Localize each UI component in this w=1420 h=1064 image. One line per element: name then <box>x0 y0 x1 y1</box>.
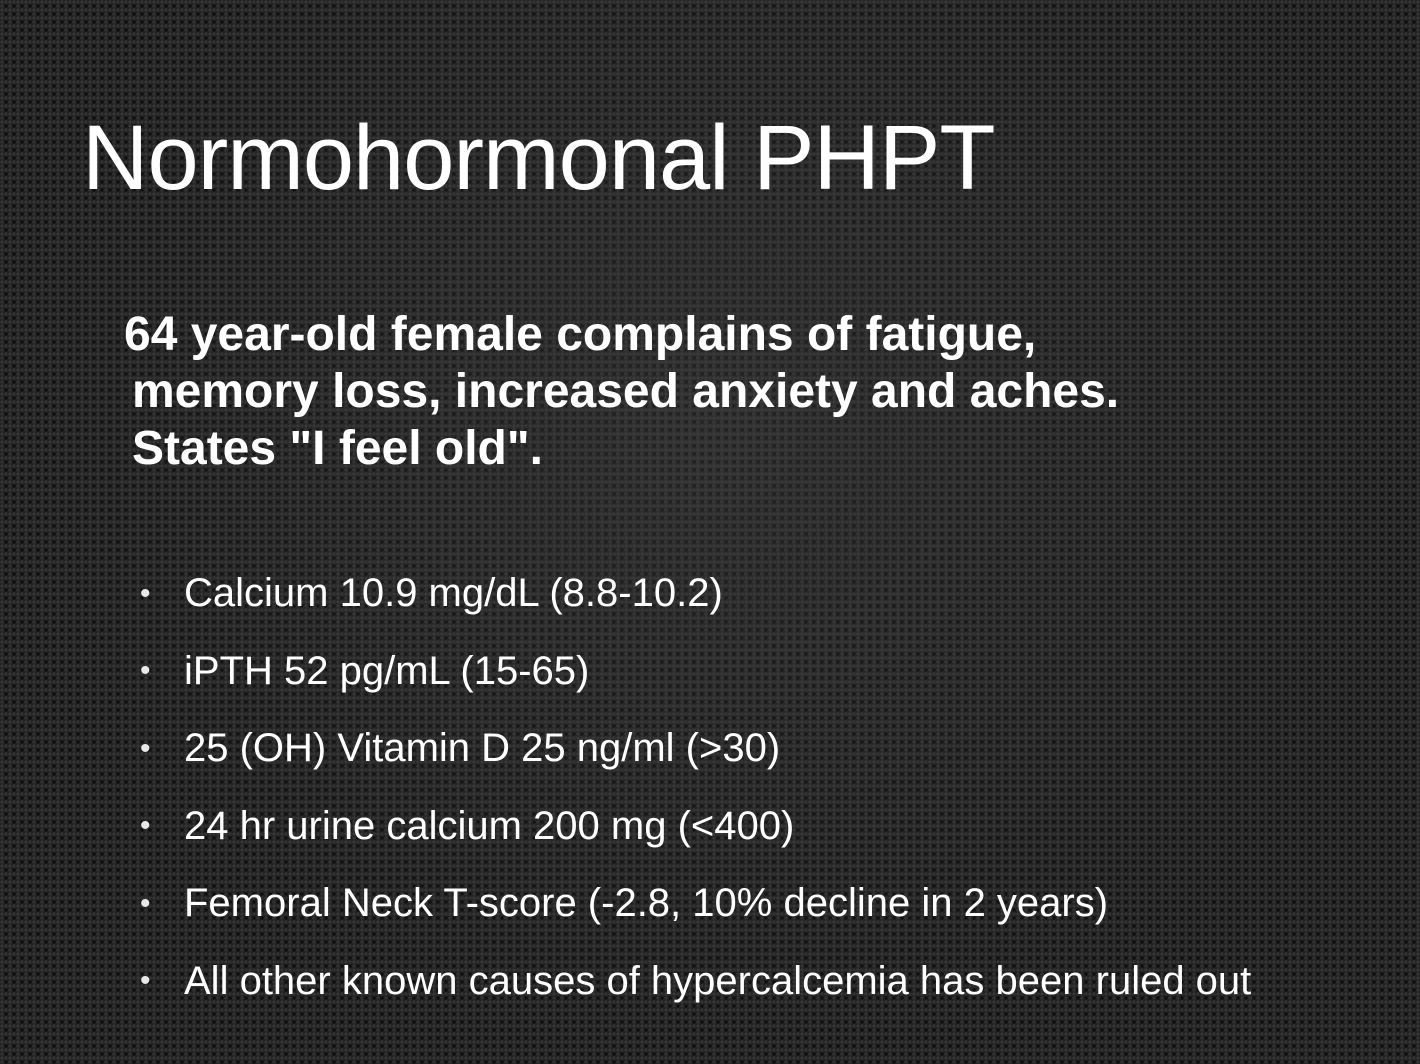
finding-t-score <box>140 865 1251 943</box>
finding-text: 25 (OH) Vitamin D 25 ng/ml (>30) <box>184 726 781 771</box>
bullet-icon: • <box>140 731 151 765</box>
finding-other-causes <box>140 943 1251 1021</box>
finding-text: Calcium 10.9 mg/dL (8.8-10.2) <box>184 571 723 616</box>
bullet-icon: • <box>140 964 151 998</box>
finding-text: 24 hr urine calcium 200 mg (<400) <box>184 803 795 848</box>
case-summary-line: memory loss, increased anxiety and aches. <box>132 365 1120 418</box>
finding-calcium <box>140 555 1251 633</box>
finding-vitamin-d <box>140 710 1251 788</box>
findings-list <box>140 555 1251 1020</box>
finding-text: Femoral Neck T-score (-2.8, 10% decline in 2 years) <box>184 881 1109 926</box>
finding-text: iPTH 52 pg/mL (15-65) <box>184 648 590 693</box>
bullet-icon: • <box>140 654 151 688</box>
case-summary-line: States "I feel old". <box>132 422 543 475</box>
finding-text: All other known causes of hypercalcemia has been ruled out <box>184 958 1252 1003</box>
bullet-icon: • <box>140 886 151 920</box>
finding-ipth <box>140 633 1251 711</box>
finding-urine-calcium <box>140 788 1251 866</box>
slide-title: Normohormonal PHPT <box>82 107 995 209</box>
case-summary <box>124 306 1324 477</box>
bullet-icon: • <box>140 576 151 610</box>
case-summary-line: 64 year-old female complains of fatigue, <box>124 308 1037 361</box>
bullet-icon: • <box>140 809 151 843</box>
